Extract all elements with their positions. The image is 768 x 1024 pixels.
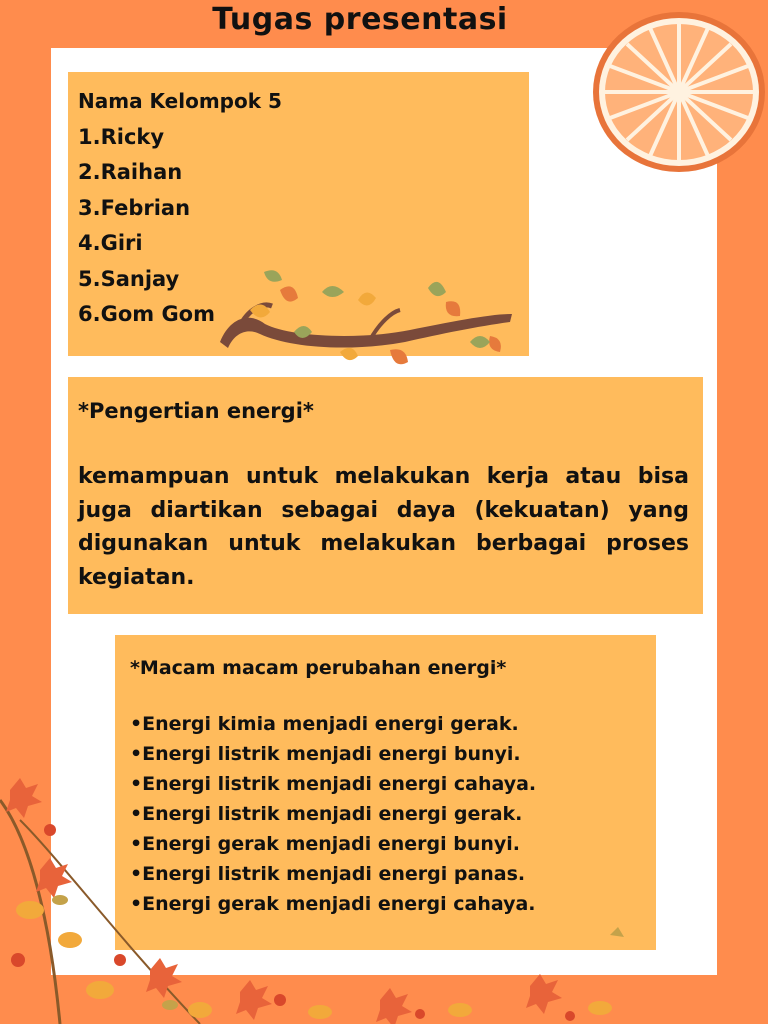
page-title: Tugas presentasi bbox=[212, 2, 508, 37]
energy-changes-heading: *Macam macam perubahan energi* bbox=[130, 657, 507, 679]
branch-decoration bbox=[210, 262, 520, 386]
list-item: •Energi listrik menjadi energi bunyi. bbox=[130, 743, 521, 765]
list-item: •Energi listrik menjadi energi panas. bbox=[130, 863, 526, 885]
member-item: 2.Raihan bbox=[78, 160, 183, 184]
member-item: 5.Sanjay bbox=[78, 266, 180, 291]
definition-heading: *Pengertian energi* bbox=[78, 399, 314, 423]
orange-slice-icon bbox=[590, 8, 768, 176]
member-item: 3.Febrian bbox=[78, 195, 191, 220]
list-item: •Energi gerak menjadi energi bunyi. bbox=[130, 833, 521, 855]
list-item: •Energi gerak menjadi energi cahaya. bbox=[130, 893, 536, 915]
definition-text: kemampuan untuk melakukan kerja atau bisa juga diartikan sebagai daya (kekuatan) yang digunakan untuk melakukan berbagai proses kegiatan. bbox=[78, 464, 689, 590]
list-item: •Energi kimia menjadi energi gerak. bbox=[130, 713, 519, 735]
group-heading: Nama Kelompok 5 bbox=[78, 89, 282, 113]
member-item: 1.Ricky bbox=[78, 124, 165, 149]
list-item: •Energi listrik menjadi energi cahaya. bbox=[130, 773, 537, 795]
member-item: 6.Gom Gom bbox=[78, 302, 215, 326]
list-item: •Energi listrik menjadi energi gerak. bbox=[130, 803, 523, 825]
autumn-leaves-decoration bbox=[0, 760, 768, 1024]
energy-definition-box bbox=[68, 377, 703, 614]
member-item: 4.Giri bbox=[78, 231, 143, 255]
